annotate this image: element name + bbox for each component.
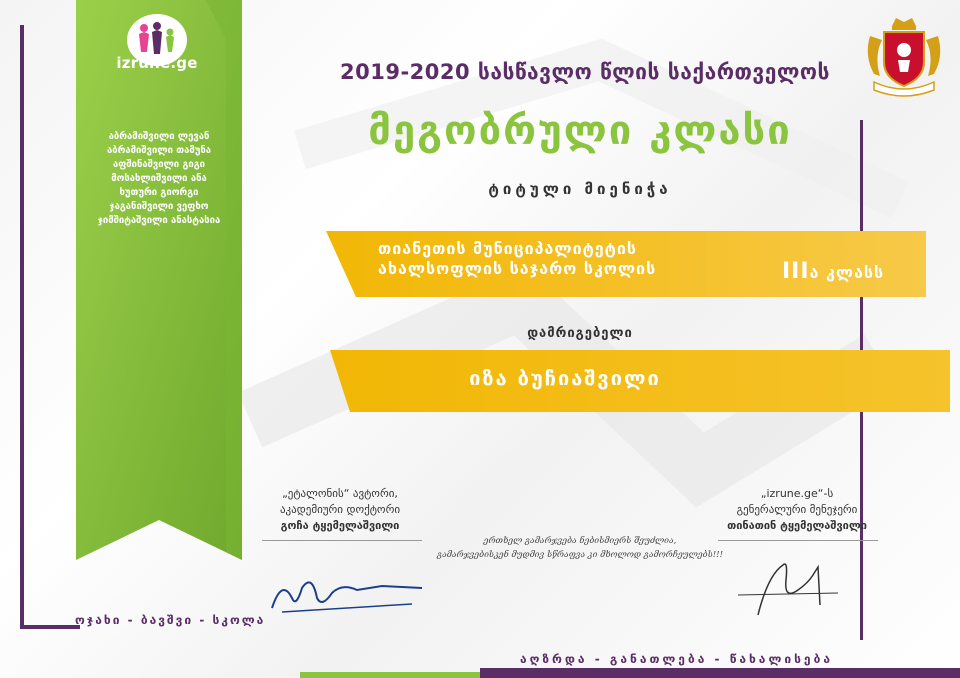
participant-name: აფშინაშვილი გიგი bbox=[113, 159, 205, 170]
school-name bbox=[378, 239, 656, 279]
left-signatory-line2: აკადემიური დოქტორი bbox=[279, 503, 401, 516]
class-suffix: ა კლასს bbox=[809, 263, 885, 282]
footer-purple-bar bbox=[480, 668, 960, 678]
georgia-coat-of-arms-icon bbox=[860, 16, 948, 102]
school-line2: ახალსოფლის საჯარო სკოლის bbox=[378, 259, 657, 278]
note-line2: გამარჯვებისკენ მუდმივ სწრაფვა კი მხოლოდ გამორჩეულებს!!! bbox=[436, 550, 723, 560]
participant-name: აბრამიშვილი ლევან bbox=[108, 131, 210, 142]
class-roman: III bbox=[782, 259, 810, 284]
left-signatory bbox=[255, 486, 425, 534]
certificate-title: მეგობრული კლასი bbox=[368, 108, 792, 154]
year-heading: 2019-2020 სასწავლო წლის საქართველოს bbox=[340, 60, 830, 84]
participants-list bbox=[84, 130, 234, 228]
mentor-name: იზა ბუჩიაშვილი bbox=[469, 366, 661, 390]
left-signature-line bbox=[262, 540, 422, 541]
participant-name: აბრამიშვილი თამუნა bbox=[106, 145, 212, 156]
left-signatory-line1: „ეტალონის“ ავტორი, bbox=[282, 487, 398, 500]
class-label bbox=[782, 259, 884, 284]
right-signature-line bbox=[718, 540, 878, 541]
left-signatory-name: გოჩა ტყემელაშვილი bbox=[280, 519, 400, 532]
right-signature-icon bbox=[728, 545, 848, 625]
note-line1: ერთხელ გამარჯვება ნებისმიერს შეუძლია, bbox=[483, 536, 677, 546]
mentor-label: დამრიგებელი bbox=[527, 326, 633, 341]
left-signature-icon bbox=[262, 568, 432, 618]
participant-name: მოსახლიშვილი ანა bbox=[111, 173, 207, 184]
participant-name: ხუთური გიორგი bbox=[119, 187, 199, 198]
school-line1: თიანეთის მუნიციპალიტეტის bbox=[378, 239, 637, 258]
participant-name: ჯიმშიტაშვილი ანასტასია bbox=[97, 215, 221, 226]
logo-text: izrune.ge bbox=[116, 54, 198, 72]
right-signatory bbox=[712, 486, 882, 534]
right-signatory-name: თინათინ ტყემელაშვილი bbox=[727, 519, 867, 532]
certificate-subtitle: ტიტული მიენიჭა bbox=[488, 180, 672, 198]
participant-name: ჯაგანიშვილი ვეფხო bbox=[109, 201, 209, 212]
footer-green-bar bbox=[300, 672, 480, 678]
frame-left-line bbox=[20, 25, 24, 625]
green-ribbon bbox=[76, 0, 242, 560]
footer-right-slogan: აღზრდა - განათლება - წახალისება bbox=[520, 652, 833, 666]
motivational-note bbox=[430, 534, 730, 562]
right-signatory-line1: „izrune.ge“-ს bbox=[760, 487, 834, 500]
right-signatory-line2: გენერალური მენეჯერი bbox=[736, 503, 858, 516]
frame-bottom-line bbox=[20, 625, 80, 629]
footer-left-slogan: ოჯახი - ბავშვი - სკოლა bbox=[75, 613, 266, 627]
